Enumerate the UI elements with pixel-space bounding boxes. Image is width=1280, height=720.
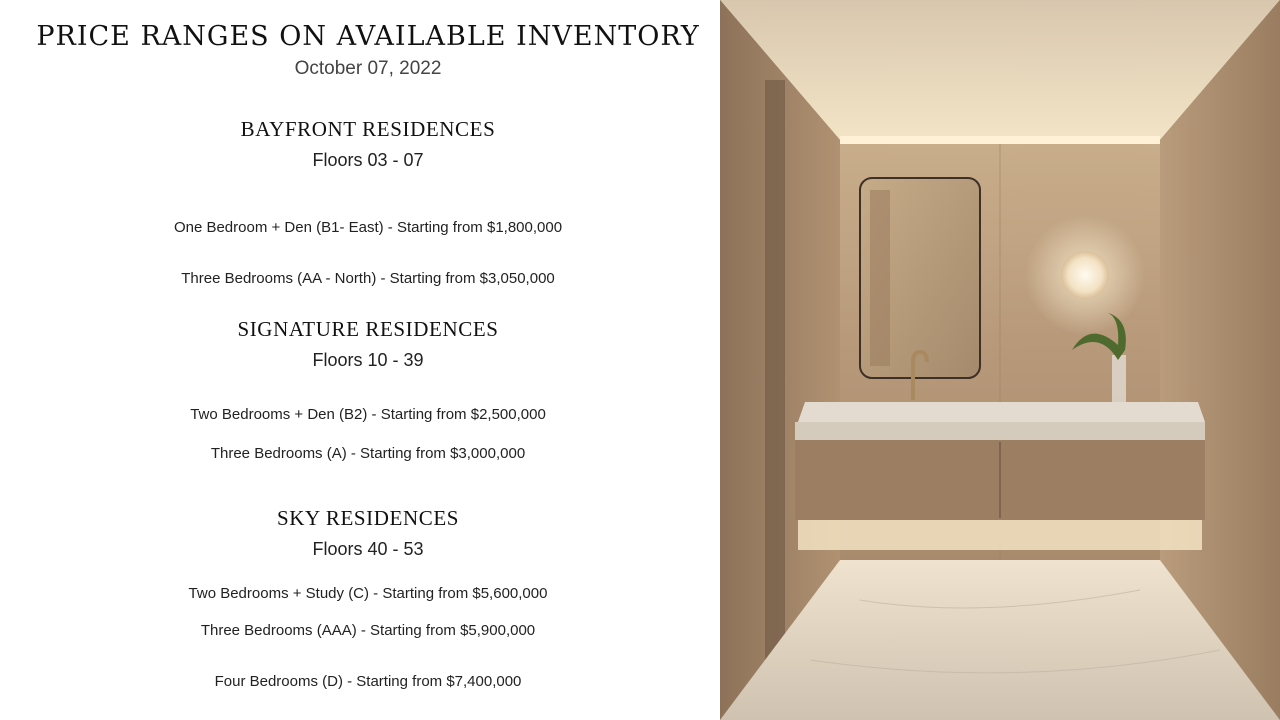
section-floors-sky: Floors 40 - 53 bbox=[312, 539, 424, 559]
page-title: PRICE RANGES ON AVAILABLE INVENTORY bbox=[36, 21, 700, 52]
section-title-bayfront: BAYFRONT RESIDENCES bbox=[240, 117, 496, 141]
section-title-signature: SIGNATURE RESIDENCES bbox=[237, 317, 499, 341]
unit-line: Three Bedrooms (AAA) - Starting from $5,900,000 bbox=[200, 622, 536, 639]
unit-line: Four Bedrooms (D) - Starting from $7,400,000 bbox=[214, 673, 522, 690]
section-floors-signature: Floors 10 - 39 bbox=[312, 350, 424, 370]
unit-line: Two Bedrooms + Study (C) - Starting from $5,600,000 bbox=[188, 585, 548, 602]
bathroom-rendering-image bbox=[720, 0, 1280, 720]
unit-line: Two Bedrooms + Den (B2) - Starting from $2,500,000 bbox=[190, 406, 546, 423]
page-date: October 07, 2022 bbox=[294, 58, 442, 79]
unit-line: Three Bedrooms (AA - North) - Starting from $3,050,000 bbox=[181, 270, 555, 287]
section-floors-bayfront: Floors 03 - 07 bbox=[312, 150, 424, 170]
unit-line: Three Bedrooms (A) - Starting from $3,000,000 bbox=[210, 445, 526, 462]
unit-line: One Bedroom + Den (B1- East) - Starting from $1,800,000 bbox=[173, 219, 563, 236]
section-title-sky: SKY RESIDENCES bbox=[276, 506, 460, 530]
